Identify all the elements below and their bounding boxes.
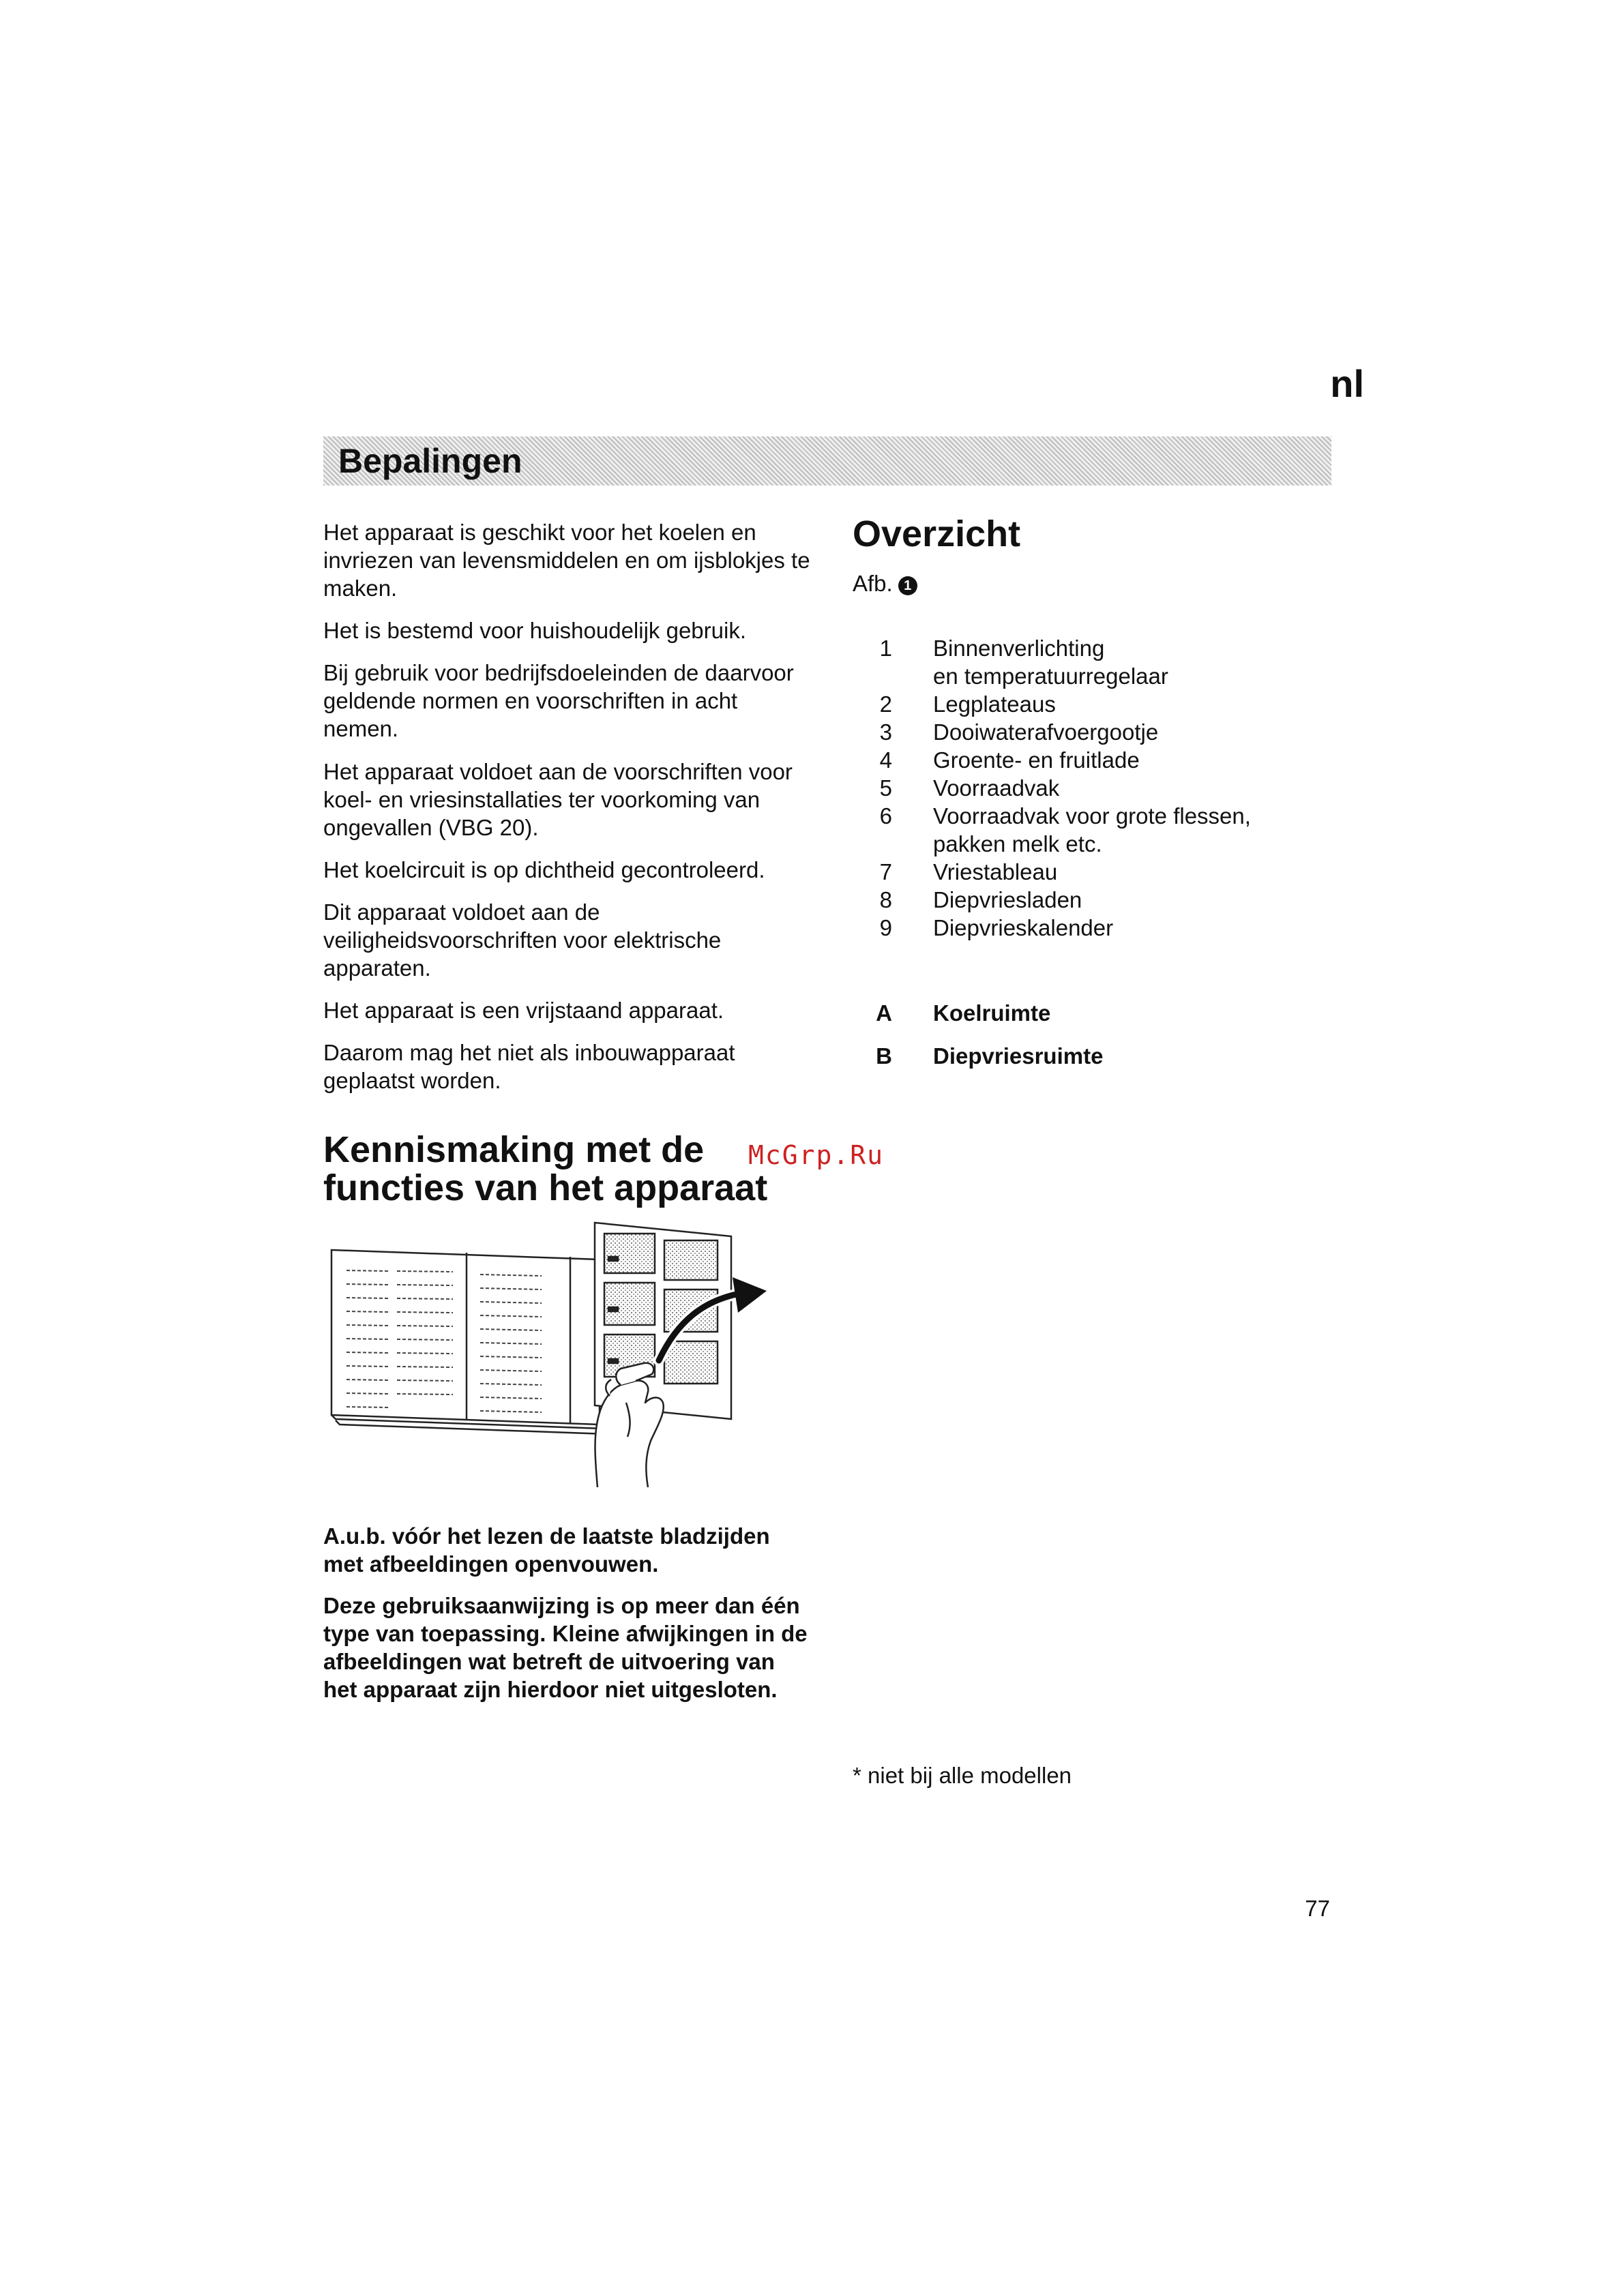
- figure-reference: [853, 569, 917, 597]
- booklet: [331, 1250, 607, 1434]
- note-paragraph: A.u.b. vóór het lezen de laatste bladzijden met afbeeldingen openvouwen.: [323, 1523, 770, 1577]
- page-number: 77: [1305, 1896, 1330, 1921]
- legend-key: A: [876, 1000, 892, 1026]
- list-item-number: 8: [879, 887, 892, 912]
- paragraph: Bij gebruik voor bedrijfsdoeleinden de daarvoor geldende normen en voorschriften in acht nemen.: [323, 660, 794, 741]
- paragraph: Het koelcircuit is op dichtheid gecontroleerd.: [323, 857, 765, 882]
- paragraph: Het apparaat is geschikt voor het koelen en invriezen van levensmiddelen en om ijsblokjes te maken.: [323, 520, 810, 601]
- list-item-number: 7: [879, 859, 892, 884]
- list-item-number: 4: [879, 747, 892, 773]
- list-item: [853, 886, 1344, 914]
- list-item: [853, 718, 1344, 746]
- list-item: [853, 802, 1344, 858]
- zone-legend: [853, 999, 1344, 1085]
- paragraph: Het apparaat voldoet aan de voorschriften voor koel- en vriesinstallaties ter voorkoming van ongevallen (VBG 20).: [323, 759, 793, 840]
- paragraph: Het is bestemd voor huishoudelijk gebruik.: [323, 618, 746, 643]
- list-item-number: 5: [879, 775, 892, 801]
- list-item-text: Binnenverlichting en temperatuurregelaar: [933, 636, 1168, 689]
- list-item: [853, 914, 1344, 942]
- figure-number-badge: 1: [898, 576, 917, 595]
- list-item: [853, 746, 1344, 774]
- list-item-text: Dooiwaterafvoergootje: [933, 719, 1159, 745]
- list-item: [853, 690, 1344, 718]
- list-item-number: 3: [879, 719, 892, 745]
- paragraph: Daarom mag het niet als inbouwapparaat geplaatst worden.: [323, 1040, 735, 1093]
- legend-key: B: [876, 1043, 892, 1069]
- section-band: [323, 436, 1331, 486]
- component-list: [853, 634, 1344, 942]
- list-item: [853, 858, 1344, 886]
- fold-out-illustration: [323, 1217, 787, 1490]
- footnote: * niet bij alle modellen: [853, 1763, 1072, 1788]
- list-item: [853, 774, 1344, 802]
- language-code: nl: [1330, 362, 1364, 405]
- legend-item: [853, 999, 1344, 1027]
- section-title: Bepalingen: [338, 442, 522, 480]
- legend-text: Koelruimte: [933, 1000, 1051, 1026]
- list-item-text: Vriestableau: [933, 859, 1058, 884]
- overview-heading: Overzicht: [853, 513, 1021, 554]
- paragraph: Dit apparaat voldoet aan de veiligheidsvoorschriften voor elektrische apparaten.: [323, 899, 722, 981]
- legend-text: Diepvriesruimte: [933, 1043, 1104, 1069]
- list-item-number: 6: [879, 803, 892, 829]
- list-item-text: Groente- en fruitlade: [933, 747, 1140, 773]
- paragraph: Het apparaat is een vrijstaand apparaat.: [323, 998, 724, 1023]
- intro-heading: Kennismaking met de functies van het apparaat: [323, 1129, 768, 1208]
- list-item-number: 9: [879, 915, 892, 940]
- figure-label: Afb.: [853, 571, 893, 596]
- list-item-text: Legplateaus: [933, 691, 1056, 717]
- list-item-number: 2: [879, 691, 892, 717]
- legend-item: [853, 1042, 1344, 1070]
- note-paragraph: Deze gebruiksaanwijzing is op meer dan één type van toepassing. Kleine afwijkingen in de afbeeldingen wat betreft de uitvoering van het apparaat zijn hierdoor niet uitgesloten.: [323, 1593, 808, 1702]
- list-item: [853, 634, 1344, 690]
- watermark: McGrp.Ru: [748, 1140, 885, 1170]
- list-item-text: Diepvriesladen: [933, 887, 1082, 912]
- list-item-text: Voorraadvak: [933, 775, 1060, 801]
- list-item-text: Voorraadvak voor grote flessen, pakken melk etc.: [933, 803, 1251, 856]
- list-item-number: 1: [879, 636, 892, 661]
- list-item-text: Diepvrieskalender: [933, 915, 1114, 940]
